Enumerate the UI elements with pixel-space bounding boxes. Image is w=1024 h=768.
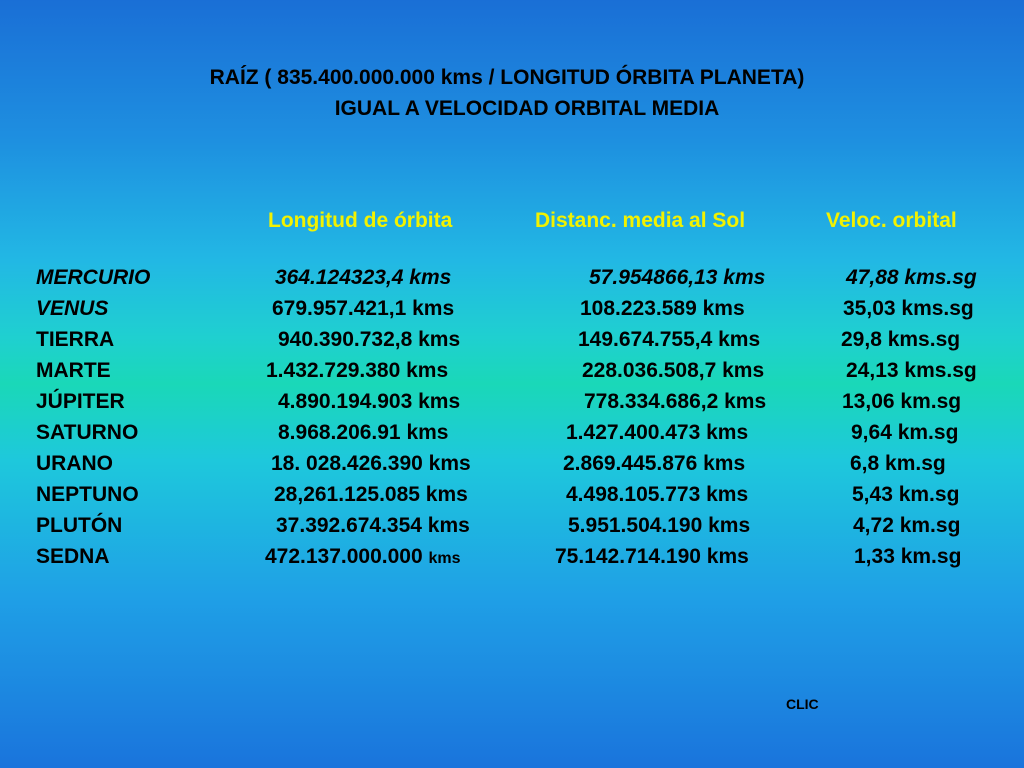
column-header-orbit-length: Longitud de órbita bbox=[268, 209, 453, 232]
planet-name: VENUS bbox=[36, 297, 109, 320]
orbit-length-value bbox=[265, 541, 461, 574]
mean-distance-value: 4.498.105.773 kms bbox=[566, 483, 749, 506]
table-row-urano bbox=[0, 448, 1024, 479]
orbit-length-value: 28,261.125.085 kms bbox=[274, 483, 468, 506]
table-row-saturno bbox=[0, 417, 1024, 448]
orbital-velocity-value: 47,88 kms.sg bbox=[846, 266, 977, 289]
orbit-length-value: 37.392.674.354 kms bbox=[276, 514, 470, 537]
orbital-velocity-value: 1,33 km.sg bbox=[854, 545, 962, 568]
orbit-length-value: 364.124323,4 kms bbox=[275, 266, 452, 289]
orbit-length-value: 8.968.206.91 kms bbox=[278, 421, 449, 444]
orbital-velocity-value: 6,8 km.sg bbox=[850, 452, 946, 475]
orbital-velocity-value: 4,72 km.sg bbox=[853, 514, 961, 537]
mean-distance-value: 1.427.400.473 kms bbox=[566, 421, 749, 444]
orbital-velocity-value: 35,03 kms.sg bbox=[843, 297, 974, 320]
planet-name: SEDNA bbox=[36, 545, 110, 568]
column-header-mean-distance: Distanc. media al Sol bbox=[535, 209, 746, 232]
mean-distance-value: 149.674.755,4 kms bbox=[578, 328, 761, 351]
mean-distance-value: 108.223.589 kms bbox=[580, 297, 745, 320]
table-row-mercurio bbox=[0, 262, 1024, 293]
orbit-length-value: 940.390.732,8 kms bbox=[278, 328, 461, 351]
mean-distance-value: 778.334.686,2 kms bbox=[584, 390, 767, 413]
planet-name: TIERRA bbox=[36, 328, 115, 351]
orbital-velocity-value: 24,13 kms.sg bbox=[846, 359, 977, 382]
planet-name: URANO bbox=[36, 452, 113, 475]
orbital-velocity-value: 5,43 km.sg bbox=[852, 483, 960, 506]
orbit-length-value: 18. 028.426.390 kms bbox=[271, 452, 471, 475]
table-row-jupiter bbox=[0, 386, 1024, 417]
table-row-neptuno bbox=[0, 479, 1024, 510]
table-row-pluton bbox=[0, 510, 1024, 541]
orbital-velocity-value: 9,64 km.sg bbox=[851, 421, 959, 444]
planet-name: NEPTUNO bbox=[36, 483, 139, 506]
orbit-length-number: 472.137.000.000 bbox=[265, 545, 423, 568]
mean-distance-value: 75.142.714.190 kms bbox=[555, 545, 749, 568]
table-row-venus bbox=[0, 293, 1024, 324]
mean-distance-value: 2.869.445.876 kms bbox=[563, 452, 746, 475]
mean-distance-value: 228.036.508,7 kms bbox=[582, 359, 765, 382]
column-header-orbital-velocity: Veloc. orbital bbox=[826, 209, 957, 232]
planet-name: PLUTÓN bbox=[36, 514, 123, 537]
mean-distance-value: 5.951.504.190 kms bbox=[568, 514, 751, 537]
title-line-2: IGUAL A VELOCIDAD ORBITAL MEDIA bbox=[334, 97, 720, 120]
planet-name: MARTE bbox=[36, 359, 111, 382]
title-line-1: RAÍZ ( 835.400.000.000 kms / LONGITUD ÓRBITA PLANETA) bbox=[209, 66, 805, 89]
orbital-velocity-value: 29,8 kms.sg bbox=[841, 328, 961, 351]
mean-distance-value: 57.954866,13 kms bbox=[589, 266, 766, 289]
table-row-tierra bbox=[0, 324, 1024, 355]
clic-link[interactable]: CLIC bbox=[786, 696, 819, 712]
planet-name: MERCURIO bbox=[36, 266, 151, 289]
planet-name: SATURNO bbox=[36, 421, 139, 444]
orbit-length-value: 4.890.194.903 kms bbox=[278, 390, 461, 413]
orbit-length-unit: kms bbox=[428, 550, 461, 567]
table-row-sedna bbox=[0, 541, 1024, 572]
orbital-velocity-value: 13,06 km.sg bbox=[842, 390, 962, 413]
orbit-length-value: 1.432.729.380 kms bbox=[266, 359, 449, 382]
planet-name: JÚPITER bbox=[36, 390, 125, 413]
orbit-length-value: 679.957.421,1 kms bbox=[272, 297, 455, 320]
table-row-marte bbox=[0, 355, 1024, 386]
